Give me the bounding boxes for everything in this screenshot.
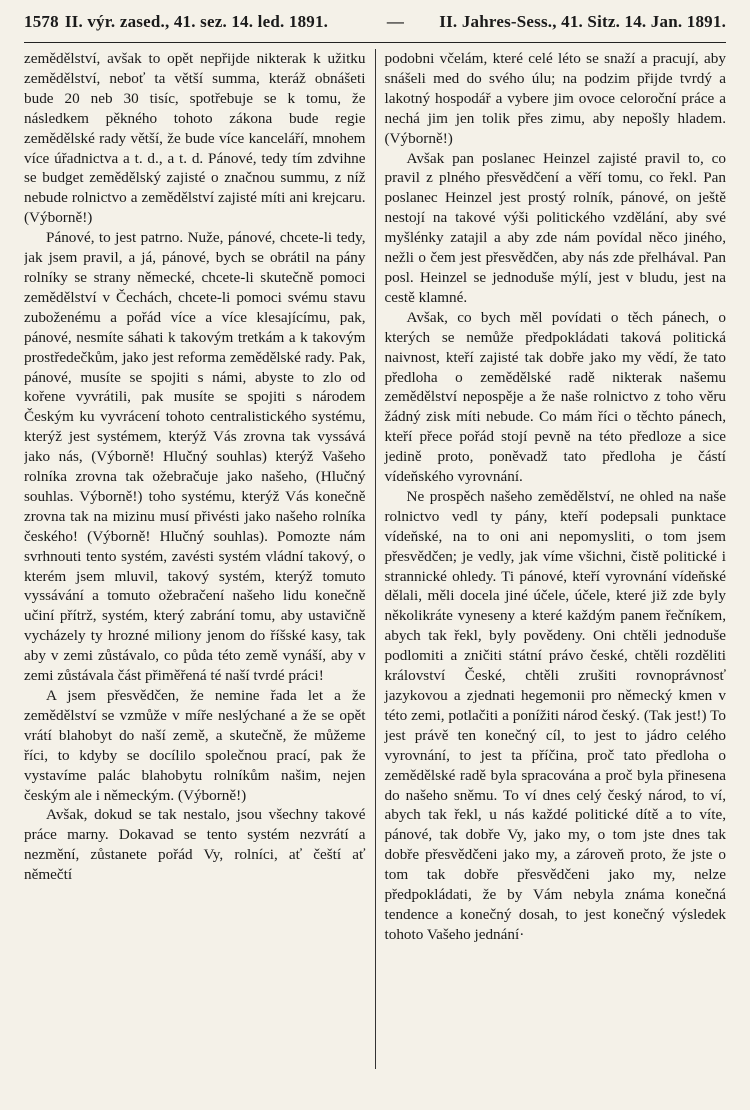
header-title-czech: II. výr. zased., 41. sez. 14. led. 1891.: [64, 12, 329, 31]
page-number: 1578: [24, 12, 59, 31]
header-title-german: II. Jahres-Sess., 41. Sitz. 14. Jan. 1891.: [439, 12, 727, 31]
paragraph: Avšak pan poslanec Heinzel zajisté pravil to, co pravil z plného přesvědčení a věří tomu, co řekl. Pan poslanec Heinzel jest prostý rolník, pánové, on ještě nestojí na takové výši politického vzdělání, aby své myšlénky zatajil a aby zde nám povídal něco jiného, nežli o čem jest přesvědčen, aby nás zde přelhával. Pan posl. Heinzel se jednoduše mýlí, jest v bludu, jest na cestě klamné.: [384, 149, 726, 306]
paragraph: zemědělství, avšak to opět nepřijde nikterak k užitku zemědělství, neboť ta větší summa, kteráž obnášeti bude 20 neb 30 tisíc, spotřebuje se k tomu, že následkem pěkného tohoto zákona bude regie zemědělské rady větší, že bude více kanceláří, mnohem více úřadnictva a t. d., a t. d. Pánové, tedy tím zdvihne se budget zemědělský zajisté o značnou summu, z níž nebude rolnictvo a zemědělství zajisté míti ani krejcaru. (Výborně!): [24, 50, 366, 227]
right-column: [376, 49, 727, 1089]
paragraph: Avšak, co bych měl povídati o těch pánech, o kterých se nemůže předpokládati taková politická naivnost, kteří zajisté tak dobře jako my vědí, že tato předloha o zemědělské radě nikterak našemu zemědělství nepospěje a že naše rolnictvo z toho věru žádný zisk míti nebude. Co mám říci o těchto pánech, kteří přece pořád stojí pevně na této předloze a sice jedině proto, poněvadž tato předloha je částí vídeňského vyrovnání.: [384, 308, 726, 486]
page-header: [24, 12, 726, 38]
paragraph: A jsem přesvědčen, že nemine řada let a že zemědělství se vzmůže v míře neslýchané a že se opět vrátí blahobyt do naší země, a skutečně, že můžeme říci, to kdyby se docílilo společnou prací, pak že vystavíme palác blahobytu rolníkům našim, nejen českým ale i německým. (Výborně!): [24, 687, 366, 804]
paragraph: podobni včelám, které celé léto se snaží a pracují, aby snášeli med do svého úlu; na podzim přijde tvrdý a lakotný hospodář a vybere jim ovoce celoroční práce a nechá jim jen tolik přes zimu, aby nepošly hladem. (Výborně!): [384, 50, 726, 147]
header-rule: [24, 42, 726, 43]
paragraph: Pánové, to jest patrno. Nuže, pánové, chcete-li tedy, jak jsem pravil, a já, pánové, bych se obrátil na pány rolníky se strany německé, chcete-li skutečně pomoci zemědělství v Čechách, chcete-li pomoci svému stavu zuboženému a pořád více a více klesajícímu, pak, pánové, nesmíte sáhati k takovým tretkám a k takovým prostředečkům, jako jest reforma zemědělské rady. Pak, pánové, musíte se spojiti s námi, abyste to zlo od kořene vyvrátili, pak musíte se spojiti s národem Českým ku vyvrácení tohoto centralistického systému, kterýž jest systémem, kterýž Vás zrovna tak vyssává jako nás, (Výborně! Hlučný souhlas) kterýž Vašeho rolníka zrovna tak ožebračuje jako našeho, (Hlučný souhlas. Výborně!) toho systému, kterýž Vás konečně zrovna tak na mizinu musí přivésti jako našeho rolníka českého! (Výborně! Hlučný souhlas). Pomozte nám svrhnouti tento systém, zavésti systém vládní takový, o kterém jsem mluvil, takový systém, kterýž tomuto vyssávání a tomuto ožebračení našeho lidu konečně učiní přítrž, systém, který zabrání tomu, aby ustavičně vycházely ty hrozné miliony jenom do říšské kasy, tak aby v zemi zůstávalo, co půda této země vynáší, aby v zemi zůstávala část přiměřená té naší tvrdé práci!: [24, 229, 366, 685]
paragraph: Avšak, dokud se tak nestalo, jsou všechny takové práce marny. Dokavad se tento systém nezvrátí a nezmění, zůstanete pořád Vy, rolníci, ať čeští ať němečtí: [24, 806, 366, 884]
text-columns: [24, 49, 726, 1089]
left-column: [24, 49, 375, 1089]
header-separator: —: [386, 12, 405, 31]
paragraph: Ne prospěch našeho zemědělství, ne ohled na naše rolnictvo vedl ty pány, kteří podepsali punktace vídeňské, na to oni ani nepomysliti, o tom jsem přesvědčen; je vedly, jak víme všichni, čistě politické i strannické ohledy. Ti pánové, kteří vyrovnání vídeňské dělali, měli docela jiné účele, účele, které již zde byly několikráte vyneseny a které každým panem řečníkem, abych tak řekl, byly povědeny. Oni chtěli jednoduše podlomiti a zničiti státní právo české, chtěli rozděliti království České, chtěli zrušiti rovnoprávnosť jazykovou a zjednati hegemonii pro německý kmen v této zemi, potlačiti a ponížiti národ český. (Tak jest!) To jest právě ten konečný cíl, to jest to jádro celého vyrovnání, to jest ta příčina, proč tato předloha o zemědělské radě byla spracována a proč byla přinesena do našeho sněmu. To ví dnes celý český národ, to ví, abych tak řekl, u nás každé politické dítě a to víte, pánové, tak dobře Vy, jako my, o tom jste dnes tak dobře přesvědčeni jako my, a zároveň proto, že jste o tom tak dobře přesvědčeni jako my, nelze předpokládati, že by Vám nebyla známa konečná tendence a konečný dosah, to jest konečný výsledek tohoto Vašeho jednání·: [384, 487, 726, 943]
